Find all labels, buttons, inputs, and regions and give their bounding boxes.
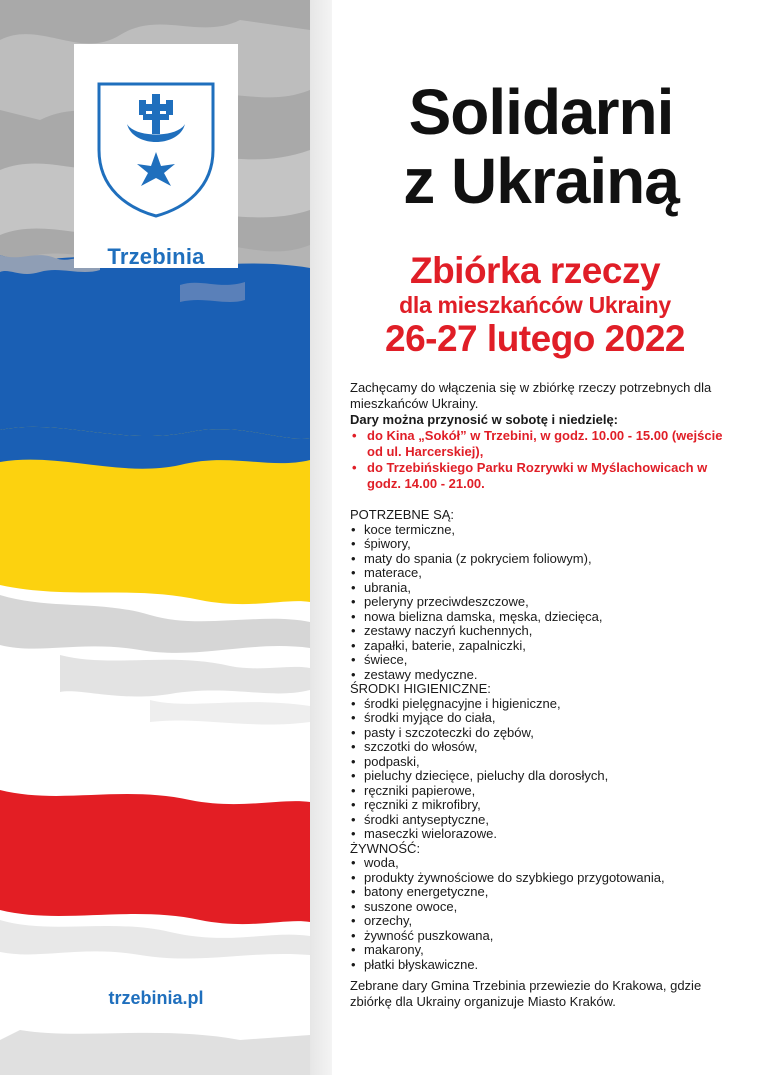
section-heading: ŚRODKI HIGIENICZNE: bbox=[350, 681, 491, 696]
flag-banner bbox=[0, 0, 310, 1075]
main-title bbox=[346, 78, 736, 216]
list-item: • maseczki wielorazowe. bbox=[350, 827, 740, 842]
location-item: • do Trzebińskiego Parku Rozrywki w Myślachowicach w godz. 14.00 - 21.00. bbox=[350, 460, 740, 492]
hygiene-list bbox=[350, 697, 740, 842]
intro-text: Zachęcamy do włączenia się w zbiórkę rzeczy potrzebnych dla mieszkańców Ukrainy. bbox=[350, 380, 712, 411]
event-heading bbox=[340, 250, 730, 359]
list-item: • woda, bbox=[350, 856, 740, 871]
list-item: • środki antyseptyczne, bbox=[350, 813, 740, 828]
list-item: • nowa bielizna damska, męska, dziecięca, bbox=[350, 610, 740, 625]
section-heading: POTRZEBNE SĄ: bbox=[350, 507, 455, 522]
list-item: • maty do spania (z pokryciem foliowym), bbox=[350, 552, 740, 567]
list-item: • peleryny przeciwdeszczowe, bbox=[350, 595, 740, 610]
section-heading: ŻYWNOŚĆ: bbox=[350, 840, 421, 856]
list-item: • produkty żywnościowe do szybkiego przygotowania, bbox=[350, 871, 740, 886]
title-line-1: Solidarni bbox=[408, 76, 674, 148]
list-item: • żywność puszkowana, bbox=[350, 929, 740, 944]
list-item: • zestawy naczyń kuchennych, bbox=[350, 624, 740, 639]
location-item: • do Kina „Sokół” w Trzebini, w godz. 10.00 - 15.00 (wejście od ul. Harcerskiej), bbox=[350, 428, 740, 460]
list-item: • środki pielęgnacyjne i higieniczne, bbox=[350, 697, 740, 712]
list-item: • płatki błyskawiczne. bbox=[350, 958, 740, 973]
logo-text: Trzebinia bbox=[107, 244, 205, 269]
title-line-2: z Ukrainą bbox=[403, 145, 679, 217]
event-line-1: Zbiórka rzeczy bbox=[409, 250, 661, 291]
list-item: • zestawy medyczne. bbox=[350, 668, 740, 683]
list-item: • zapałki, baterie, zapalniczki, bbox=[350, 639, 740, 654]
list-item: • podpaski, bbox=[350, 755, 740, 770]
list-item: • suszone owoce, bbox=[350, 900, 740, 915]
list-item: • szczotki do włosów, bbox=[350, 740, 740, 755]
logo-card bbox=[74, 44, 238, 268]
website-badge[interactable] bbox=[74, 975, 238, 1021]
list-item: • materace, bbox=[350, 566, 740, 581]
coat-of-arms-icon bbox=[93, 80, 219, 220]
intro-section bbox=[350, 380, 740, 492]
event-date: 26-27 lutego 2022 bbox=[385, 318, 685, 359]
list-item: • orzechy, bbox=[350, 914, 740, 929]
list-item: • makarony, bbox=[350, 943, 740, 958]
list-item: • batony energetyczne, bbox=[350, 885, 740, 900]
needs-section bbox=[350, 508, 740, 972]
list-item: • pasty i szczoteczki do zębów, bbox=[350, 726, 740, 741]
list-item: • środki myjące do ciała, bbox=[350, 711, 740, 726]
list-item: • śpiwory, bbox=[350, 537, 740, 552]
list-item: • ręczniki z mikrofibry, bbox=[350, 798, 740, 813]
list-item: • świece, bbox=[350, 653, 740, 668]
grey-side-strip bbox=[310, 0, 332, 1075]
event-line-2: dla mieszkańców Ukrainy bbox=[399, 292, 671, 318]
intro-bold: Dary można przynosić w sobotę i niedzielę: bbox=[350, 412, 619, 427]
list-item: • ubrania, bbox=[350, 581, 740, 596]
list-item: • koce termiczne, bbox=[350, 523, 740, 538]
food-list bbox=[350, 856, 740, 972]
locations-list bbox=[350, 428, 740, 492]
needs-list bbox=[350, 523, 740, 683]
closing-text: Zebrane dary Gmina Trzebinia przewiezie do Krakowa, gdzie zbiórkę dla Ukrainy organizuje Miasto Kraków. bbox=[350, 978, 702, 1009]
list-item: • ręczniki papierowe, bbox=[350, 784, 740, 799]
list-item: • pieluchy dziecięce, pieluchy dla dorosłych, bbox=[350, 769, 740, 784]
website-url[interactable]: trzebinia.pl bbox=[108, 988, 204, 1008]
